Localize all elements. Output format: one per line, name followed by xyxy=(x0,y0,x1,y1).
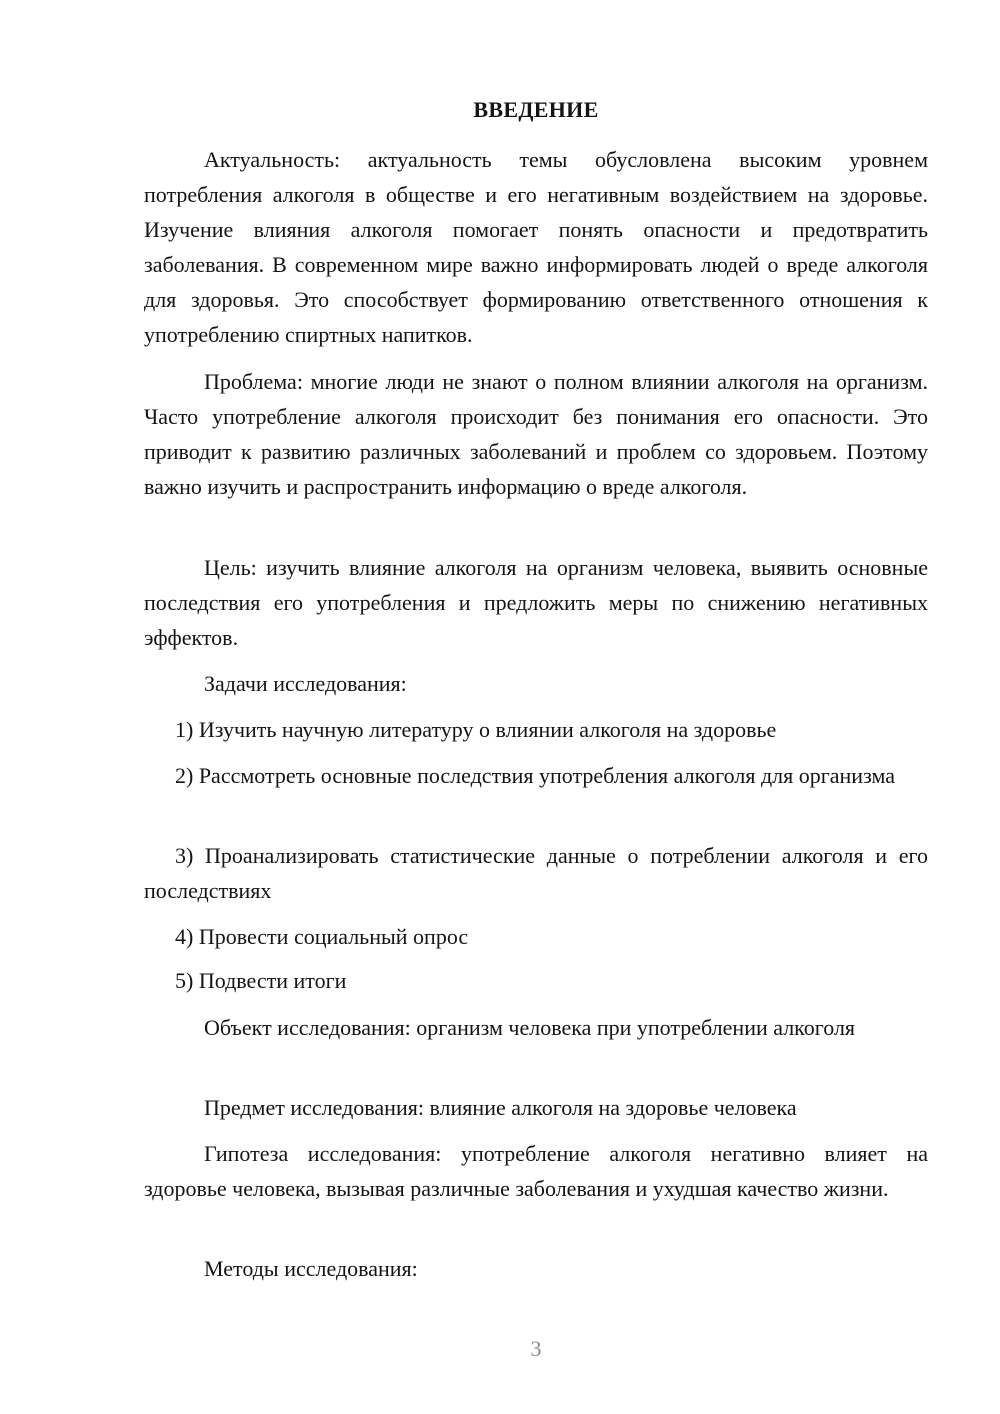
problem-paragraph: Проблема: многие люди не знают о полном влиянии алкоголя на организм. Часто употребление алкоголя происходит без понимания его опасности. Это приводит к развитию различных заболеваний и проблем со здоровьем. Поэтому важно изучить и распространить информацию о вреде алкоголя. xyxy=(144,369,928,499)
section-heading: ВВЕДЕНИЕ xyxy=(473,97,599,122)
object-paragraph: Объект исследования: организм человека при употреблении алкоголя xyxy=(204,1015,856,1040)
task-item: 3) Проанализировать статистические данные о потреблении алкоголя и его последствиях xyxy=(144,843,928,903)
methods-heading: Методы исследования: xyxy=(204,1256,418,1281)
tasks-heading: Задачи исследования: xyxy=(204,671,407,696)
page-number: 3 xyxy=(530,1336,542,1361)
hypothesis-paragraph: Гипотеза исследования: употребление алкоголя негативно влияет на здоровье человека, вызывая различные заболевания и ухудшая качество жизни. xyxy=(144,1141,928,1201)
subject-paragraph: Предмет исследования: влияние алкоголя на здоровье человека xyxy=(204,1095,797,1120)
task-item: 4) Провести социальный опрос xyxy=(175,924,469,949)
task-item: 2) Рассмотреть основные последствия употребления алкоголя для организма xyxy=(175,763,895,788)
goal-paragraph: Цель: изучить влияние алкоголя на организм человека, выявить основные последствия его употребления и предложить меры по снижению негативных эффектов. xyxy=(144,555,928,650)
task-item: 1) Изучить научную литературу о влиянии алкоголя на здоровье xyxy=(175,717,777,742)
relevance-paragraph: Актуальность: актуальность темы обусловлена высоким уровнем потребления алкоголя в обществе и его негативным воздействием на здоровье. Изучение влияния алкоголя помогает понять опасности и предотвратить заболевания. В современном мире важно информировать людей о вреде алкоголя для здоровья. Это способствует формированию ответственного отношения к употреблению спиртных напитков. xyxy=(144,147,928,347)
task-item: 5) Подвести итоги xyxy=(175,968,347,993)
